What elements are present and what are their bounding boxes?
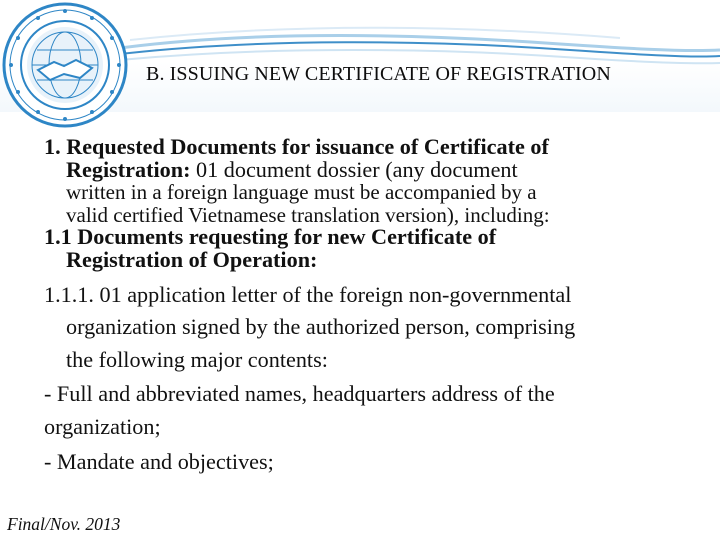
- slide-body: [44, 136, 712, 473]
- section1-line4: valid certified Vietnamese translation version), including:: [66, 202, 550, 227]
- section1-heading-bold-cont: Registration:: [66, 156, 191, 182]
- section1-1-1-line2: organization signed by the authorized person, comprising: [66, 314, 576, 340]
- section1-1-1-line1: 1.1.1. 01 application letter of the foreign non-governmental: [44, 281, 572, 307]
- bullet-full-names-line1: - Full and abbreviated names, headquarters address of the: [44, 381, 555, 407]
- section1-line3: written in a foreign language must be accompanied by a: [66, 180, 537, 205]
- section1-1-1-line3: the following major contents:: [66, 346, 328, 372]
- bullet-mandate: - Mandate and objectives;: [44, 448, 274, 474]
- section1-heading-line1: 1. Requested Documents for issuance of Certificate of: [44, 134, 549, 159]
- section1-1-heading-line1: 1.1 Documents requesting for new Certificate of: [44, 224, 497, 250]
- bullet-full-names-line2: organization;: [44, 413, 161, 439]
- organization-seal-logo: [2, 2, 128, 128]
- slide-title: B. ISSUING NEW CERTIFICATE OF REGISTRATION: [146, 63, 611, 85]
- footer-date: Final/Nov. 2013: [7, 514, 121, 534]
- section1-heading-line2: [44, 156, 712, 182]
- section1-heading-rest: 01 document dossier (any document: [190, 156, 518, 182]
- section1-1-heading-line2: Registration of Operation:: [66, 246, 318, 272]
